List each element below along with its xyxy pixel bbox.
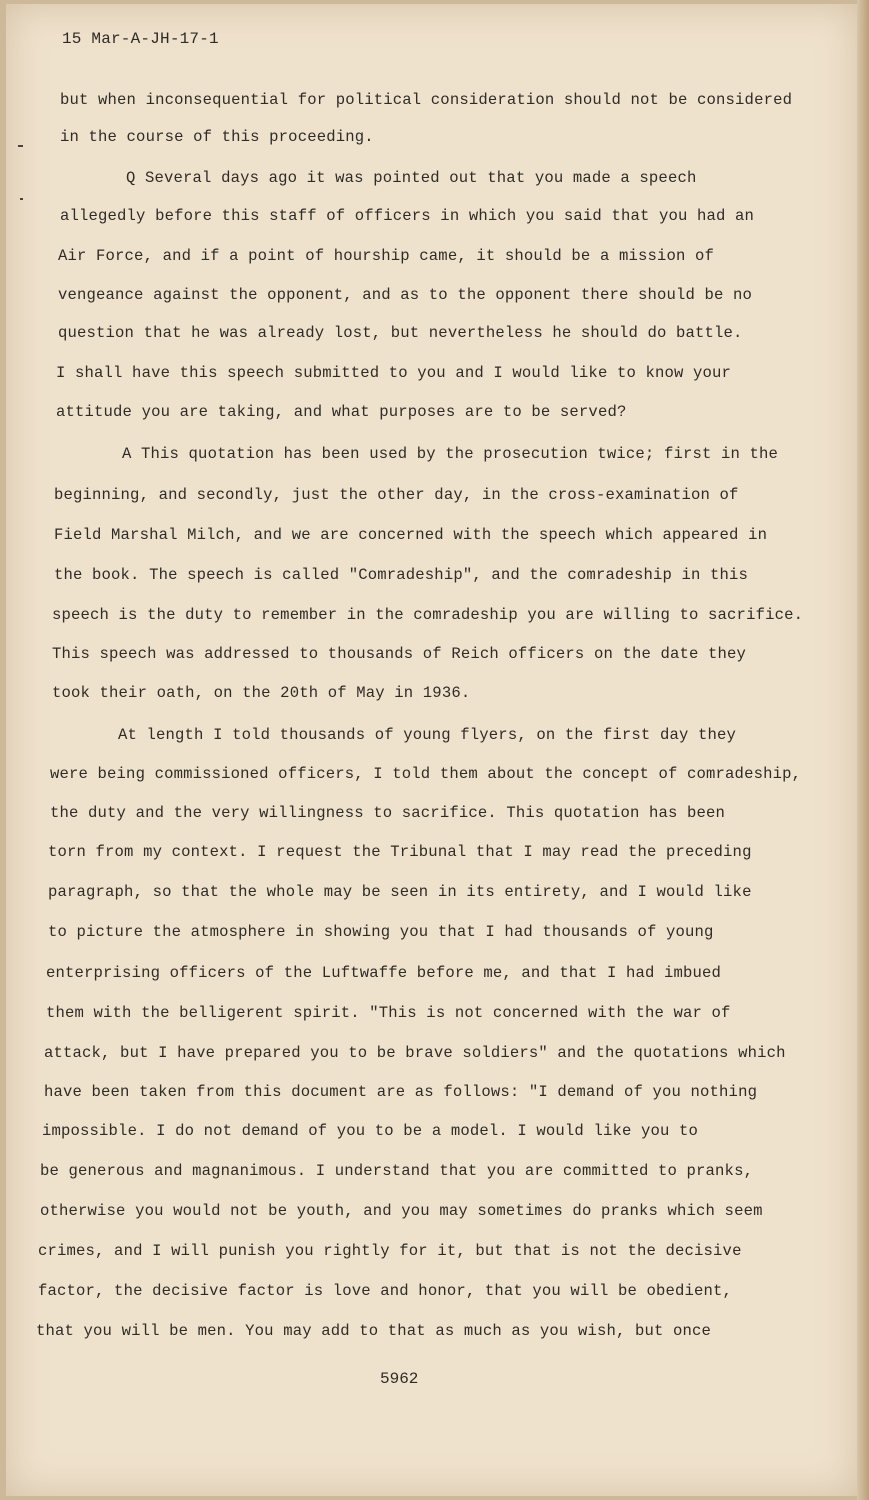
text-line: allegedly before this staff of officers in which you said that you had an: [60, 207, 755, 225]
text-line: be generous and magnanimous. I understand that you are committed to pranks,: [40, 1162, 754, 1180]
text-line: torn from my context. I request the Tribunal that I may read the preceding: [48, 843, 752, 861]
text-line: impossible. I do not demand of you to be a model. I would like you to: [42, 1122, 699, 1140]
document-page: [6, 4, 858, 1496]
text-line: attitude you are taking, and what purposes are to be served?: [56, 403, 627, 421]
text-line: but when inconsequential for political consideration should not be considered: [60, 91, 793, 109]
text-line: the duty and the very willingness to sacrifice. This quotation has been: [50, 804, 726, 822]
text-line: beginning, and secondly, just the other day, in the cross-examination of: [54, 486, 739, 504]
text-line: took their oath, on the 20th of May in 1936.: [52, 684, 471, 702]
text-line: A This quotation has been used by the prosecution twice; first in the: [122, 445, 779, 463]
text-line: vengeance against the opponent, and as to the opponent there should be no: [58, 286, 753, 304]
text-line: otherwise you would not be youth, and you may sometimes do pranks which seem: [40, 1202, 763, 1220]
text-line: Air Force, and if a point of hourship came, it should be a mission of: [58, 247, 715, 265]
document-header: 15 Mar-A-JH-17-1: [62, 30, 219, 48]
text-line: factor, the decisive factor is love and honor, that you will be obedient,: [38, 1282, 733, 1300]
page-edge: [857, 0, 869, 1500]
text-line: enterprising officers of the Luftwaffe before me, and that I had imbued: [46, 964, 722, 982]
text-line: At length I told thousands of young flyers, on the first day they: [118, 726, 737, 744]
text-line: to picture the atmosphere in showing you that I had thousands of young: [48, 923, 714, 941]
text-line: I shall have this speech submitted to you and I would like to know your: [56, 364, 732, 382]
margin-mark: [18, 145, 23, 147]
text-line: have been taken from this document are as follows: "I demand of you nothing: [44, 1083, 758, 1101]
text-line: crimes, and I will punish you rightly for it, but that is not the decisive: [38, 1242, 742, 1260]
text-line: were being commissioned officers, I told them about the concept of comradeship,: [50, 765, 802, 783]
page-number: 5962: [380, 1370, 419, 1388]
text-line: This speech was addressed to thousands of Reich officers on the date they: [52, 645, 747, 663]
text-line: question that he was already lost, but nevertheless he should do battle.: [58, 324, 743, 342]
text-line: the book. The speech is called "Comradeship", and the comradeship in this: [54, 566, 749, 584]
text-line: paragraph, so that the whole may be seen in its entirety, and I would like: [48, 883, 752, 901]
text-line: Q Several days ago it was pointed out that you made a speech: [126, 169, 697, 187]
text-line: speech is the duty to remember in the comradeship you are willing to sacrifice.: [52, 606, 804, 624]
text-line: Field Marshal Milch, and we are concerned with the speech which appeared in: [54, 526, 768, 544]
margin-mark: [20, 198, 23, 200]
text-line: attack, but I have prepared you to be brave soldiers" and the quotations which: [44, 1044, 786, 1062]
text-line: that you will be men. You may add to that as much as you wish, but once: [36, 1322, 712, 1340]
text-line: in the course of this proceeding.: [60, 128, 374, 146]
text-line: them with the belligerent spirit. "This is not concerned with the war of: [46, 1004, 731, 1022]
